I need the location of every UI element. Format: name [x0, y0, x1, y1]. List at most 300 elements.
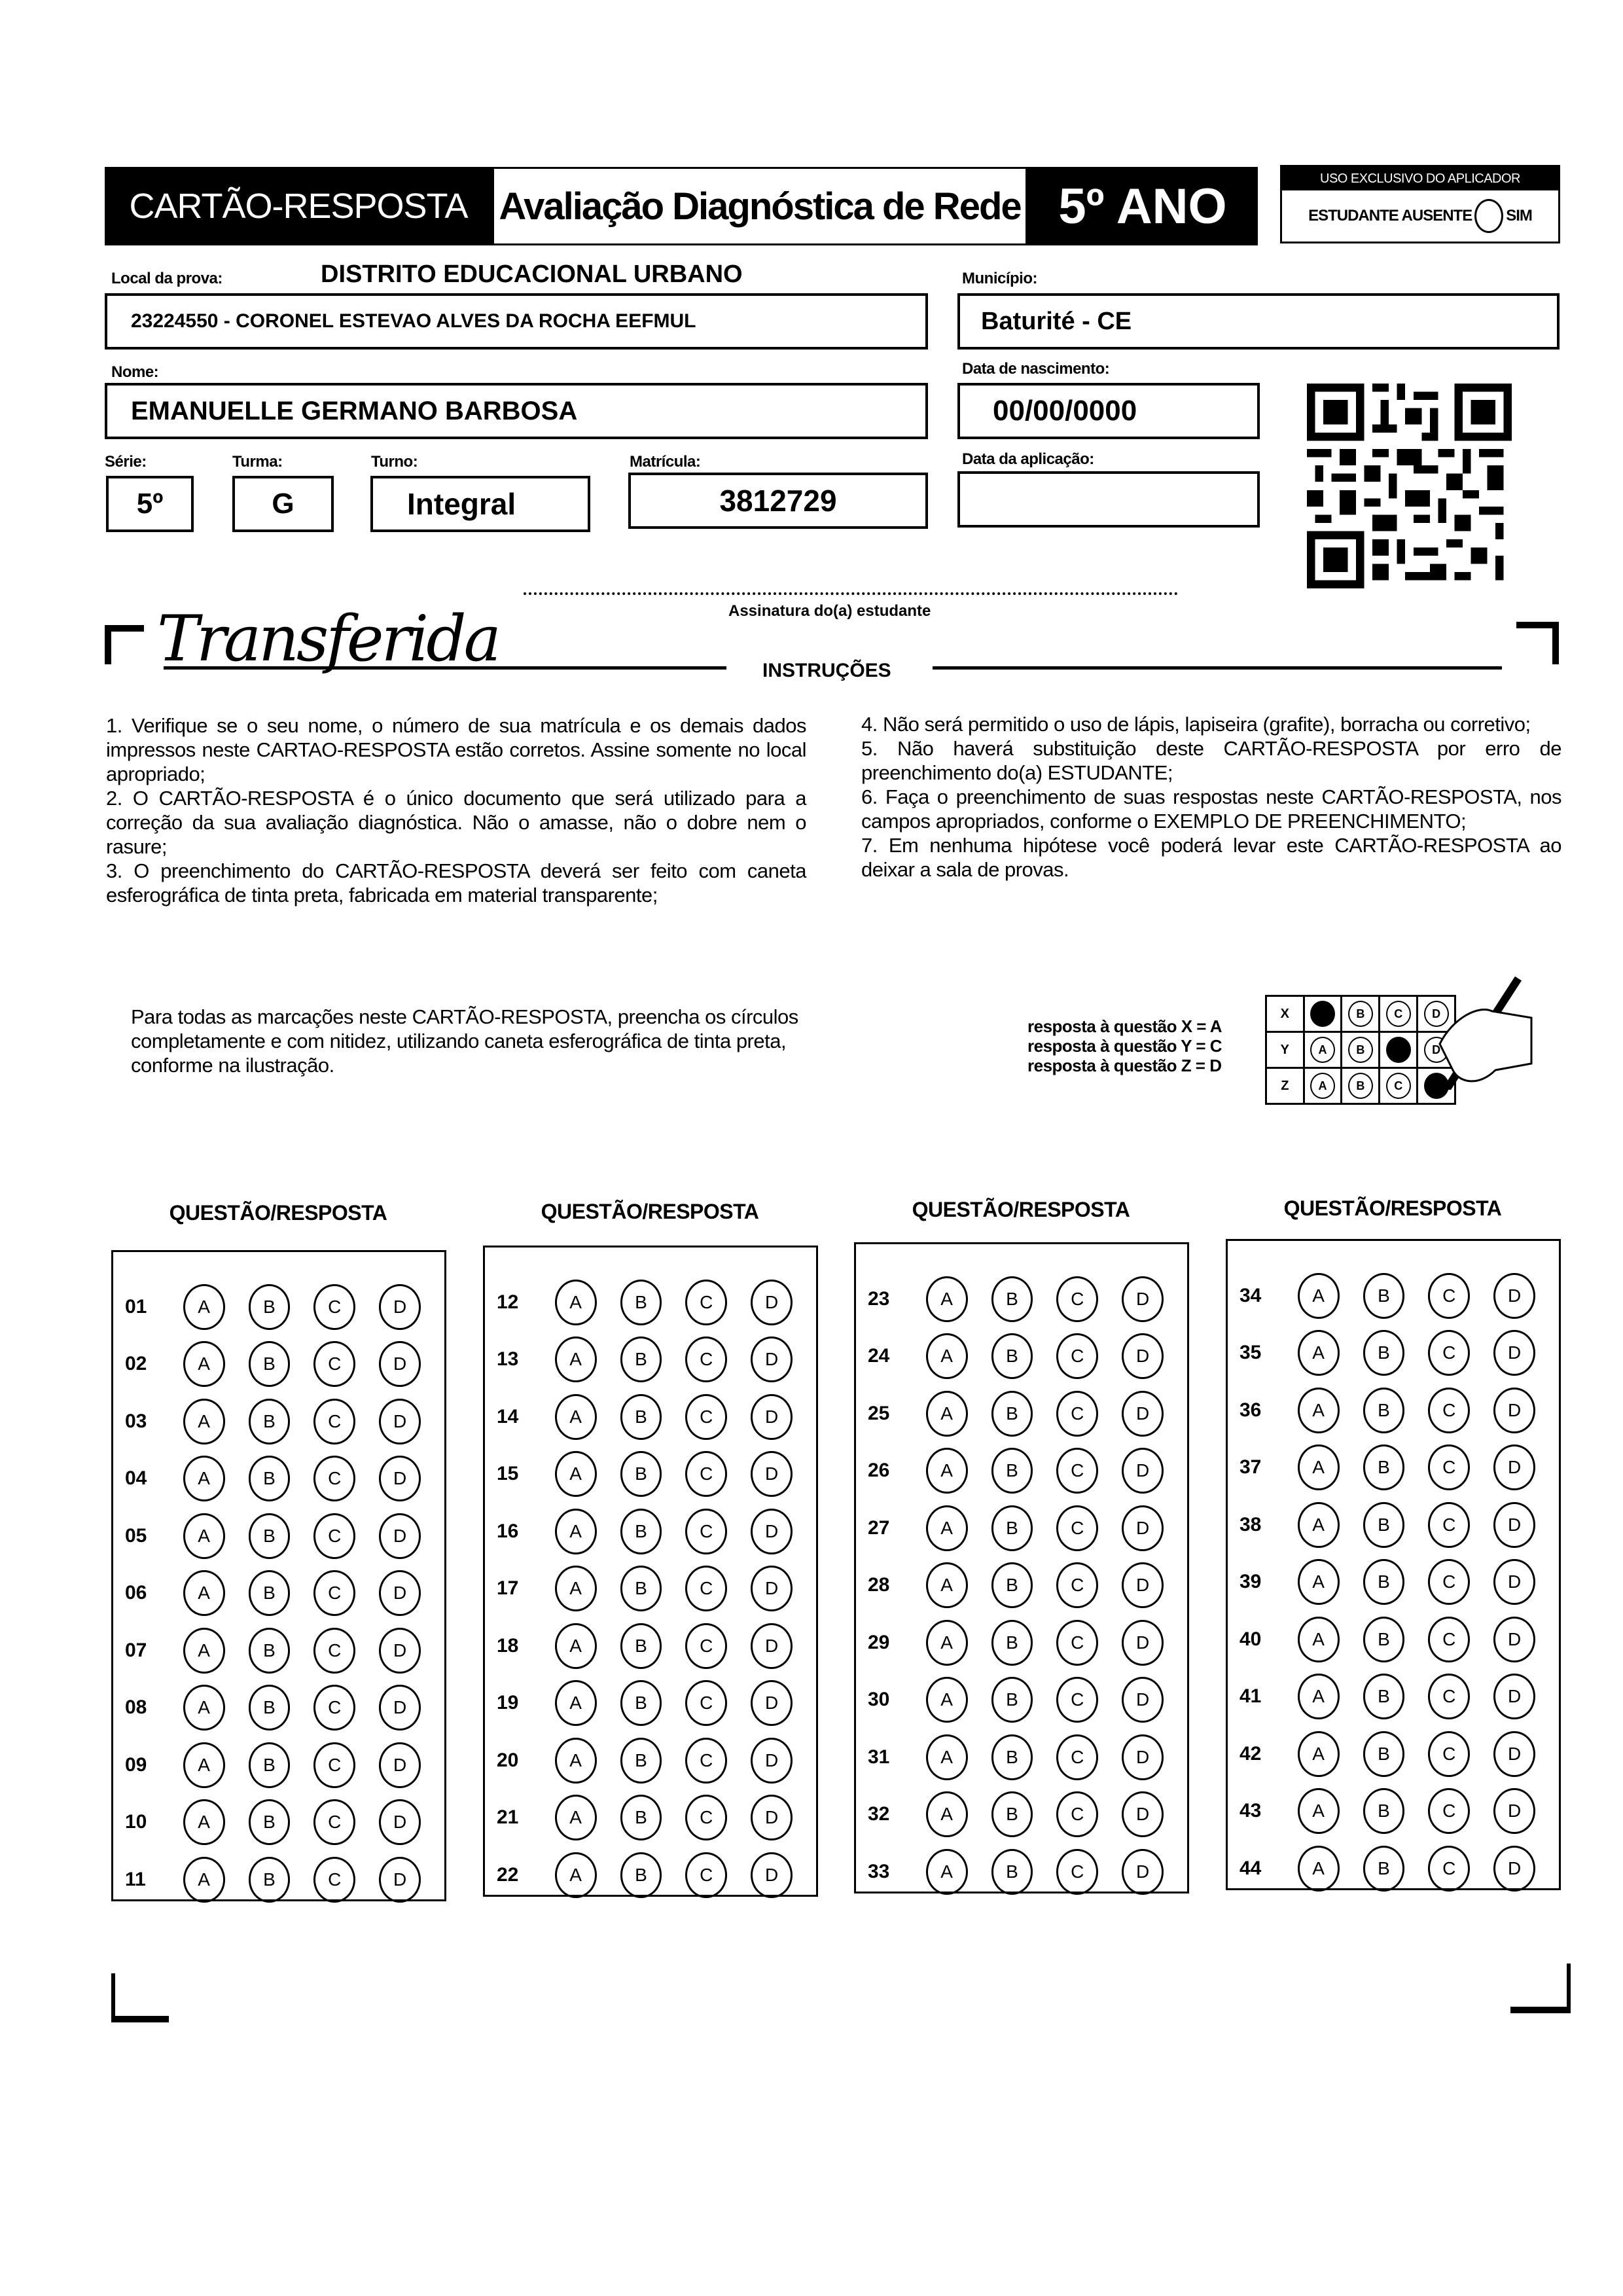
- question-number: 09: [125, 1753, 147, 1776]
- question-number: 33: [868, 1860, 890, 1882]
- question-row: [485, 1675, 816, 1732]
- answer-bubble-b[interactable]: B: [249, 1857, 291, 1903]
- corner-mark-bottom-right-h: [1510, 2007, 1571, 2013]
- answer-bubble-c[interactable]: C: [685, 1451, 727, 1497]
- aplicacao-field: [957, 471, 1260, 528]
- question-number: 16: [497, 1520, 519, 1542]
- question-number: 32: [868, 1803, 890, 1825]
- answer-bubble-c[interactable]: C: [685, 1680, 727, 1726]
- answer-bubble-b[interactable]: B: [1363, 1444, 1405, 1490]
- question-row: [1228, 1554, 1559, 1611]
- answer-bubble-d[interactable]: D: [379, 1341, 421, 1387]
- answer-bubble-a[interactable]: A: [926, 1562, 968, 1608]
- question-row: [485, 1503, 816, 1560]
- answer-bubble-d[interactable]: D: [1493, 1444, 1535, 1490]
- example-row-z: [1266, 1068, 1455, 1104]
- answer-bubble-c[interactable]: C: [1056, 1391, 1098, 1437]
- answer-bubble-b[interactable]: B: [991, 1448, 1033, 1494]
- answer-bubble-d[interactable]: D: [1122, 1849, 1164, 1895]
- question-number: 42: [1240, 1742, 1262, 1765]
- answer-bubble-a[interactable]: A: [1298, 1674, 1340, 1719]
- answer-bubble-d[interactable]: D: [751, 1566, 793, 1611]
- question-number: 04: [125, 1467, 147, 1490]
- question-row: [113, 1679, 444, 1737]
- question-number: 30: [868, 1689, 890, 1711]
- example-legend-y: resposta à questão Y = C: [1027, 1036, 1222, 1056]
- question-number: 03: [125, 1410, 147, 1432]
- answer-bubble-c[interactable]: C: [685, 1394, 727, 1440]
- answer-bubble-c[interactable]: C: [313, 1799, 355, 1845]
- answer-bubble-a[interactable]: A: [183, 1799, 225, 1845]
- answer-bubble-a[interactable]: A: [926, 1734, 968, 1780]
- answer-bubble-a[interactable]: A: [1298, 1502, 1340, 1548]
- instructions-rule-left: [164, 666, 726, 670]
- question-number: 11: [125, 1868, 146, 1890]
- example-bubble: B: [1348, 1037, 1373, 1063]
- answer-bubble-b[interactable]: B: [991, 1505, 1033, 1551]
- answer-bubble-b[interactable]: B: [1363, 1788, 1405, 1834]
- question-row: [113, 1278, 444, 1336]
- example-bubble: D: [1424, 1037, 1449, 1063]
- answer-bubble-c[interactable]: C: [685, 1566, 727, 1611]
- turma-field: G: [232, 476, 334, 532]
- answer-bubble-a[interactable]: A: [1298, 1444, 1340, 1490]
- card-title: CARTÃO-RESPOSTA: [105, 167, 492, 245]
- answer-bubble-d[interactable]: D: [1122, 1677, 1164, 1723]
- question-number: 22: [497, 1863, 519, 1886]
- answer-bubble-d[interactable]: D: [379, 1284, 421, 1330]
- answer-bubble-a[interactable]: A: [926, 1849, 968, 1895]
- local-label: Local da prova:: [111, 270, 223, 287]
- answer-bubble-d[interactable]: D: [1493, 1559, 1535, 1605]
- answer-bubble-b[interactable]: B: [991, 1791, 1033, 1837]
- question-number: 13: [497, 1348, 519, 1371]
- answer-bubble-d[interactable]: D: [1122, 1734, 1164, 1780]
- school-field: 23224550 - CORONEL ESTEVAO ALVES DA ROCHA EEFMUL: [105, 293, 928, 350]
- answer-bubble-a[interactable]: A: [555, 1394, 597, 1440]
- corner-mark-top-right-h: [1516, 622, 1559, 628]
- applicator-box: [1280, 165, 1560, 243]
- answer-bubble-b[interactable]: B: [620, 1680, 662, 1726]
- answer-bubble-d[interactable]: D: [1122, 1448, 1164, 1494]
- answer-bubble-a[interactable]: A: [1298, 1273, 1340, 1319]
- question-row: [113, 1565, 444, 1623]
- answer-bubble-a[interactable]: A: [183, 1857, 225, 1903]
- answer-bubble-d[interactable]: D: [1493, 1846, 1535, 1892]
- answer-bubble-c[interactable]: C: [1056, 1677, 1098, 1723]
- answer-bubble-a[interactable]: A: [1298, 1788, 1340, 1834]
- instruction-6: 6. Faça o preenchimento de suas respostas neste CARTÃO-RESPOSTA, nos campos apropriados, conforme o EXEMPLO DE PREENCHIMENTO;: [861, 785, 1561, 833]
- answer-bubble-c[interactable]: C: [313, 1513, 355, 1559]
- answer-bubble-d[interactable]: D: [379, 1456, 421, 1501]
- answer-bubble-b[interactable]: B: [249, 1685, 291, 1731]
- turno-field: Integral: [370, 476, 590, 532]
- answer-column-4: [1226, 1239, 1561, 1890]
- local-value: DISTRITO EDUCACIONAL URBANO: [321, 260, 743, 288]
- exam-title: Avaliação Diagnóstica de Rede: [492, 167, 1027, 245]
- question-row: [856, 1385, 1187, 1443]
- serie-field: 5º: [106, 476, 194, 532]
- answer-bubble-a[interactable]: A: [926, 1391, 968, 1437]
- answer-bubble-a[interactable]: A: [555, 1280, 597, 1325]
- applicator-title: USO EXCLUSIVO DO APLICADOR: [1282, 167, 1558, 190]
- answer-bubble-c[interactable]: C: [685, 1795, 727, 1840]
- answer-bubble-a[interactable]: A: [1298, 1559, 1340, 1605]
- answer-bubble-c[interactable]: C: [313, 1456, 355, 1501]
- answer-bubble-a[interactable]: A: [555, 1795, 597, 1840]
- question-number: 01: [125, 1295, 147, 1318]
- answer-bubble-d[interactable]: D: [379, 1628, 421, 1674]
- question-number: 44: [1240, 1857, 1262, 1879]
- question-number: 24: [868, 1345, 890, 1367]
- question-number: 07: [125, 1639, 147, 1661]
- question-number: 20: [497, 1749, 519, 1771]
- answer-bubble-d[interactable]: D: [1493, 1788, 1535, 1834]
- answer-bubble-b[interactable]: B: [1363, 1617, 1405, 1662]
- answer-bubble-a[interactable]: A: [183, 1628, 225, 1674]
- instruction-7: 7. Em nenhuma hipótese você poderá levar este CARTÃO-RESPOSTA ao deixar a sala de provas.: [861, 834, 1561, 881]
- answer-bubble-c[interactable]: C: [313, 1399, 355, 1444]
- answer-bubble-a[interactable]: A: [183, 1570, 225, 1616]
- answer-bubble-a[interactable]: A: [183, 1685, 225, 1731]
- question-number: 34: [1240, 1284, 1262, 1306]
- question-row: [856, 1443, 1187, 1500]
- question-number: 14: [497, 1405, 519, 1427]
- question-row: [856, 1557, 1187, 1615]
- question-row: [485, 1274, 816, 1331]
- answer-bubble-b[interactable]: B: [249, 1628, 291, 1674]
- answer-bubble-d[interactable]: D: [379, 1742, 421, 1788]
- answer-bubble-c[interactable]: C: [685, 1336, 727, 1382]
- answer-column-3: [854, 1242, 1189, 1893]
- corner-mark-bottom-left-h: [111, 2016, 169, 2022]
- answer-bubble-a[interactable]: A: [183, 1284, 225, 1330]
- answer-bubble-d[interactable]: D: [1493, 1617, 1535, 1662]
- answer-bubble-c[interactable]: C: [1428, 1388, 1470, 1433]
- answer-bubble-b[interactable]: B: [620, 1566, 662, 1611]
- answer-bubble-d[interactable]: D: [751, 1451, 793, 1497]
- answer-bubble-c[interactable]: C: [1056, 1276, 1098, 1322]
- answer-bubble-b[interactable]: B: [249, 1742, 291, 1788]
- answer-bubble-a[interactable]: A: [1298, 1731, 1340, 1777]
- answer-bubble-a[interactable]: A: [926, 1791, 968, 1837]
- question-row: [485, 1732, 816, 1789]
- answer-bubble-d[interactable]: D: [379, 1399, 421, 1444]
- answer-bubble-b[interactable]: B: [991, 1677, 1033, 1723]
- answer-bubble-d[interactable]: D: [751, 1336, 793, 1382]
- answer-bubble-d[interactable]: D: [1122, 1620, 1164, 1666]
- question-number: 29: [868, 1631, 890, 1653]
- instruction-3: 3. O preenchimento do CARTÃO-RESPOSTA deverá ser feito com caneta esferográfica de tinta preta, fabricada em material transparente;: [106, 859, 806, 906]
- answer-bubble-d[interactable]: D: [1493, 1502, 1535, 1548]
- example-bubble: C: [1386, 1001, 1411, 1027]
- grid-header: QUESTÃO/RESPOSTA: [1283, 1196, 1502, 1220]
- answer-bubble-a[interactable]: A: [555, 1852, 597, 1898]
- turma-label: Turma:: [232, 453, 283, 471]
- answer-bubble-c[interactable]: C: [1056, 1620, 1098, 1666]
- answer-bubble-a[interactable]: A: [555, 1566, 597, 1611]
- answer-bubble-b[interactable]: B: [620, 1738, 662, 1784]
- instructions-left: [106, 713, 806, 907]
- answer-bubble-d[interactable]: D: [1493, 1388, 1535, 1433]
- answer-bubble-a[interactable]: A: [183, 1513, 225, 1559]
- answer-bubble-b[interactable]: B: [991, 1620, 1033, 1666]
- answer-bubble-b[interactable]: B: [249, 1456, 291, 1501]
- question-number: 37: [1240, 1456, 1262, 1479]
- question-number: 05: [125, 1524, 147, 1547]
- question-row: [113, 1794, 444, 1852]
- answer-bubble-a[interactable]: A: [555, 1336, 597, 1382]
- question-row: [485, 1789, 816, 1847]
- example-bubble-filled: [1386, 1037, 1411, 1063]
- answer-bubble-c[interactable]: C: [1428, 1559, 1470, 1605]
- question-row: [113, 1507, 444, 1565]
- example-table: [1265, 995, 1456, 1105]
- question-row: [113, 1736, 444, 1794]
- question-row: [856, 1328, 1187, 1386]
- answer-bubble-b[interactable]: B: [620, 1280, 662, 1325]
- example-legend: [1027, 1016, 1222, 1075]
- example-row-label: X: [1266, 996, 1304, 1032]
- answer-bubble-d[interactable]: D: [379, 1685, 421, 1731]
- answer-bubble-a[interactable]: A: [926, 1505, 968, 1551]
- municipio-field: Baturité - CE: [957, 293, 1560, 350]
- question-row: [1228, 1496, 1559, 1554]
- answer-bubble-d[interactable]: D: [751, 1852, 793, 1898]
- fill-instructions: Para todas as marcações neste CARTÃO-RESPOSTA, preencha os círculos completamente e com nitidez, utilizando caneta esferográfica de tinta preta, conforme na ilustração.: [131, 1005, 798, 1077]
- question-number: 15: [497, 1463, 519, 1485]
- question-number: 38: [1240, 1513, 1262, 1535]
- answer-bubble-c[interactable]: C: [1428, 1444, 1470, 1490]
- answer-bubble-d[interactable]: D: [751, 1394, 793, 1440]
- answer-bubble-d[interactable]: D: [379, 1570, 421, 1616]
- answer-bubble-d[interactable]: D: [751, 1680, 793, 1726]
- grid-header: QUESTÃO/RESPOSTA: [912, 1198, 1130, 1221]
- answer-bubble-b[interactable]: B: [1363, 1330, 1405, 1376]
- answer-bubble-c[interactable]: C: [685, 1280, 727, 1325]
- answer-bubble-a[interactable]: A: [926, 1448, 968, 1494]
- answer-bubble-c[interactable]: C: [1428, 1846, 1470, 1892]
- answer-bubble-a[interactable]: A: [1298, 1846, 1340, 1892]
- question-number: 18: [497, 1634, 519, 1657]
- absent-option: SIM: [1506, 207, 1532, 224]
- example-bubble: D: [1424, 1001, 1449, 1027]
- answer-bubble-a[interactable]: A: [555, 1451, 597, 1497]
- absent-bubble[interactable]: [1474, 199, 1503, 233]
- example-row-y: [1266, 1032, 1455, 1068]
- answer-bubble-a[interactable]: A: [555, 1623, 597, 1669]
- example-bubble: B: [1348, 1073, 1373, 1099]
- answer-bubble-b[interactable]: B: [620, 1451, 662, 1497]
- question-number: 39: [1240, 1571, 1262, 1593]
- answer-bubble-c[interactable]: C: [1428, 1617, 1470, 1662]
- answer-column-1: [111, 1250, 446, 1901]
- answer-bubble-b[interactable]: B: [1363, 1388, 1405, 1433]
- answer-bubble-b[interactable]: B: [991, 1734, 1033, 1780]
- answer-bubble-d[interactable]: D: [1122, 1791, 1164, 1837]
- answer-bubble-d[interactable]: D: [751, 1623, 793, 1669]
- example-row-label: Z: [1266, 1068, 1304, 1104]
- question-number: 06: [125, 1582, 147, 1604]
- question-row: [856, 1843, 1187, 1901]
- answer-bubble-d[interactable]: D: [379, 1513, 421, 1559]
- answer-bubble-b[interactable]: B: [1363, 1502, 1405, 1548]
- answer-bubble-d[interactable]: D: [1122, 1276, 1164, 1322]
- answer-bubble-b[interactable]: B: [620, 1623, 662, 1669]
- answer-bubble-a[interactable]: A: [183, 1742, 225, 1788]
- corner-mark-top-left-h: [105, 625, 144, 632]
- instruction-4: 4. Não será permitido o uso de lápis, lapiseira (grafite), borracha ou corretivo;: [861, 713, 1531, 736]
- hand-pen-icon: [1433, 972, 1538, 1090]
- answer-bubble-c[interactable]: C: [313, 1857, 355, 1903]
- answer-bubble-b[interactable]: B: [249, 1570, 291, 1616]
- answer-bubble-a[interactable]: A: [183, 1399, 225, 1444]
- nome-label: Nome:: [111, 363, 159, 381]
- answer-bubble-a[interactable]: A: [555, 1680, 597, 1726]
- question-row: [113, 1393, 444, 1450]
- example-bubble-filled: [1310, 1001, 1335, 1027]
- answer-bubble-b[interactable]: B: [991, 1391, 1033, 1437]
- answer-bubble-c[interactable]: C: [1428, 1502, 1470, 1548]
- question-row: [113, 1450, 444, 1508]
- question-number: 40: [1240, 1628, 1262, 1650]
- answer-bubble-c[interactable]: C: [313, 1742, 355, 1788]
- answer-bubble-c[interactable]: C: [313, 1570, 355, 1616]
- answer-bubble-b[interactable]: B: [620, 1795, 662, 1840]
- answer-bubble-a[interactable]: A: [555, 1509, 597, 1554]
- answer-bubble-d[interactable]: D: [751, 1509, 793, 1554]
- answer-bubble-c[interactable]: C: [313, 1341, 355, 1387]
- answer-bubble-c[interactable]: C: [685, 1852, 727, 1898]
- answer-bubble-c[interactable]: C: [1428, 1731, 1470, 1777]
- answer-bubble-b[interactable]: B: [1363, 1846, 1405, 1892]
- answer-bubble-d[interactable]: D: [751, 1738, 793, 1784]
- matricula-label: Matrícula:: [630, 453, 701, 471]
- answer-bubble-a[interactable]: A: [1298, 1388, 1340, 1433]
- answer-bubble-c[interactable]: C: [1428, 1788, 1470, 1834]
- example-bubble: A: [1310, 1037, 1335, 1063]
- question-row: [1228, 1611, 1559, 1668]
- answer-bubble-d[interactable]: D: [1122, 1333, 1164, 1379]
- answer-bubble-c[interactable]: C: [1056, 1734, 1098, 1780]
- answer-bubble-a[interactable]: A: [555, 1738, 597, 1784]
- question-number: 02: [125, 1353, 147, 1375]
- question-number: 36: [1240, 1399, 1262, 1421]
- answer-bubble-a[interactable]: A: [926, 1620, 968, 1666]
- signature-line: [524, 592, 1178, 595]
- answer-bubble-d[interactable]: D: [1493, 1330, 1535, 1376]
- answer-bubble-a[interactable]: A: [183, 1341, 225, 1387]
- question-number: 17: [497, 1577, 519, 1600]
- instructions-title: INSTRUÇÕES: [762, 660, 891, 681]
- answer-bubble-b[interactable]: B: [249, 1799, 291, 1845]
- nascimento-field: 00/00/0000: [957, 383, 1260, 439]
- answer-bubble-c[interactable]: C: [1056, 1448, 1098, 1494]
- answer-bubble-a[interactable]: A: [926, 1677, 968, 1723]
- question-row: [856, 1672, 1187, 1729]
- answer-bubble-c[interactable]: C: [313, 1628, 355, 1674]
- question-number: 27: [868, 1516, 890, 1539]
- answer-bubble-a[interactable]: A: [926, 1276, 968, 1322]
- question-number: 28: [868, 1574, 890, 1596]
- question-number: 26: [868, 1460, 890, 1482]
- answer-bubble-b[interactable]: B: [991, 1333, 1033, 1379]
- question-row: [1228, 1668, 1559, 1726]
- answer-bubble-c[interactable]: C: [1056, 1505, 1098, 1551]
- aplicacao-label: Data da aplicação:: [962, 450, 1094, 468]
- answer-bubble-b[interactable]: B: [620, 1852, 662, 1898]
- answer-bubble-a[interactable]: A: [926, 1333, 968, 1379]
- signature-handwriting: Transferida: [157, 602, 499, 675]
- answer-bubble-b[interactable]: B: [249, 1341, 291, 1387]
- answer-bubble-b[interactable]: B: [1363, 1559, 1405, 1605]
- question-row: [1228, 1725, 1559, 1783]
- answer-bubble-b[interactable]: B: [991, 1849, 1033, 1895]
- corner-mark-bottom-left: [111, 1973, 115, 2022]
- answer-bubble-c[interactable]: C: [685, 1738, 727, 1784]
- answer-bubble-d[interactable]: D: [1493, 1273, 1535, 1319]
- answer-bubble-b[interactable]: B: [1363, 1674, 1405, 1719]
- answer-bubble-c[interactable]: C: [1056, 1791, 1098, 1837]
- answer-bubble-b[interactable]: B: [1363, 1273, 1405, 1319]
- answer-bubble-b[interactable]: B: [991, 1562, 1033, 1608]
- grid-header: QUESTÃO/RESPOSTA: [169, 1201, 387, 1225]
- answer-bubble-d[interactable]: D: [1122, 1505, 1164, 1551]
- question-number: 12: [497, 1291, 519, 1313]
- question-row: [485, 1331, 816, 1389]
- question-number: 41: [1240, 1685, 1262, 1708]
- answer-bubble-b[interactable]: B: [620, 1394, 662, 1440]
- answer-bubble-a[interactable]: A: [1298, 1617, 1340, 1662]
- corner-mark-bottom-right: [1567, 1964, 1571, 2013]
- answer-bubble-c[interactable]: C: [1056, 1562, 1098, 1608]
- answer-bubble-a[interactable]: A: [1298, 1330, 1340, 1376]
- question-row: [485, 1617, 816, 1675]
- answer-bubble-c[interactable]: C: [1056, 1849, 1098, 1895]
- answer-bubble-b[interactable]: B: [249, 1399, 291, 1444]
- answer-bubble-d[interactable]: D: [1122, 1562, 1164, 1608]
- matricula-field: 3812729: [628, 473, 928, 529]
- answer-bubble-b[interactable]: B: [620, 1509, 662, 1554]
- answer-bubble-b[interactable]: B: [1363, 1731, 1405, 1777]
- answer-bubble-d[interactable]: D: [379, 1799, 421, 1845]
- answer-bubble-d[interactable]: D: [1493, 1674, 1535, 1719]
- answer-bubble-c[interactable]: C: [1428, 1674, 1470, 1719]
- answer-bubble-c[interactable]: C: [313, 1284, 355, 1330]
- answer-bubble-c[interactable]: C: [685, 1623, 727, 1669]
- answer-bubble-c[interactable]: C: [685, 1509, 727, 1554]
- instruction-1: 1. Verifique se o seu nome, o número de sua matrícula e os demais dados impressos neste CARTAO-RESPOSTA estão corretos. Assine somente no local apropriado;: [106, 714, 806, 785]
- signature-label[interactable]: Assinatura do(a) estudante: [728, 602, 931, 620]
- answer-bubble-b[interactable]: B: [249, 1284, 291, 1330]
- answer-bubble-b[interactable]: B: [620, 1336, 662, 1382]
- answer-bubble-c[interactable]: C: [313, 1685, 355, 1731]
- answer-bubble-a[interactable]: A: [183, 1456, 225, 1501]
- question-number: 35: [1240, 1342, 1262, 1364]
- answer-bubble-b[interactable]: B: [249, 1513, 291, 1559]
- answer-bubble-d[interactable]: D: [751, 1795, 793, 1840]
- answer-bubble-b[interactable]: B: [991, 1276, 1033, 1322]
- answer-bubble-d[interactable]: D: [1493, 1731, 1535, 1777]
- serie-label: Série:: [105, 453, 147, 471]
- instruction-2: 2. O CARTÃO-RESPOSTA é o único documento que será utilizado para a correção da sua avaliação diagnóstica. Não o amasse, não o dobre nem o rasure;: [106, 787, 806, 858]
- answer-bubble-c[interactable]: C: [1428, 1273, 1470, 1319]
- answer-bubble-d[interactable]: D: [751, 1280, 793, 1325]
- answer-bubble-c[interactable]: C: [1428, 1330, 1470, 1376]
- answer-bubble-d[interactable]: D: [379, 1857, 421, 1903]
- answer-bubble-d[interactable]: D: [1122, 1391, 1164, 1437]
- answer-bubble-c[interactable]: C: [1056, 1333, 1098, 1379]
